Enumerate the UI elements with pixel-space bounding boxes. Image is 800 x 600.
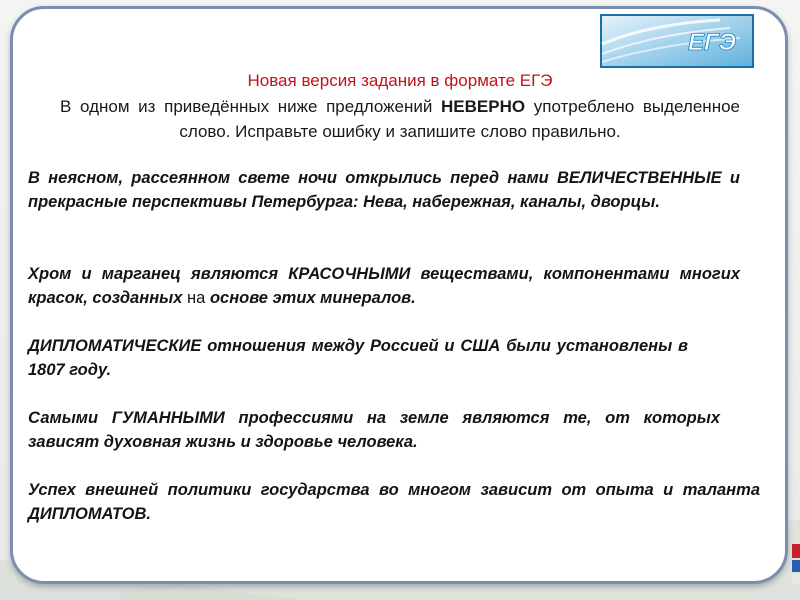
ege-logo-icon — [600, 14, 754, 68]
sentence-5: Успех внешней политики государства во многом зависит от опыта и таланта ДИПЛОМАТОВ. — [28, 481, 760, 523]
sentence-4: Самыми ГУМАННЫМИ профессиями на земле являются те, от которых зависят духовная жизнь и здоровье человека. — [28, 409, 720, 451]
task-instruction — [60, 94, 740, 144]
sentence-1: В неясном, рассеянном свете ночи открылись перед нами ВЕЛИЧЕСТВЕННЫЕ и прекрасные перспективы Петербурга: Нева, набережная, каналы, дворцы. — [28, 169, 740, 211]
corner-decoration — [760, 540, 800, 600]
sentence-2 — [28, 262, 740, 310]
instruction-emphasis: НЕВЕРНО — [441, 97, 526, 116]
instruction-text-end: употреблено выделенное слово. Исправьте ошибку и запишите слово правильно. — [179, 97, 740, 141]
sentence-2-part-b: основе этих минералов. — [209, 289, 416, 307]
sentence-3: ДИПЛОМАТИЧЕСКИЕ отношения между Россией и США были установлены в 1807 году. — [28, 337, 688, 379]
task-title: Новая версия задания в формате ЕГЭ — [247, 71, 553, 90]
instruction-text-start: В одном из приведённых ниже предложений — [60, 97, 441, 116]
logo-text: ЕГЭ — [688, 29, 736, 56]
sentence-2-plain-word: на — [187, 289, 206, 307]
sentence-2-part-a: Хром и марганец являются КРАСОЧНЫМИ веществами, компонентами многих красок, созданных — [28, 265, 740, 307]
